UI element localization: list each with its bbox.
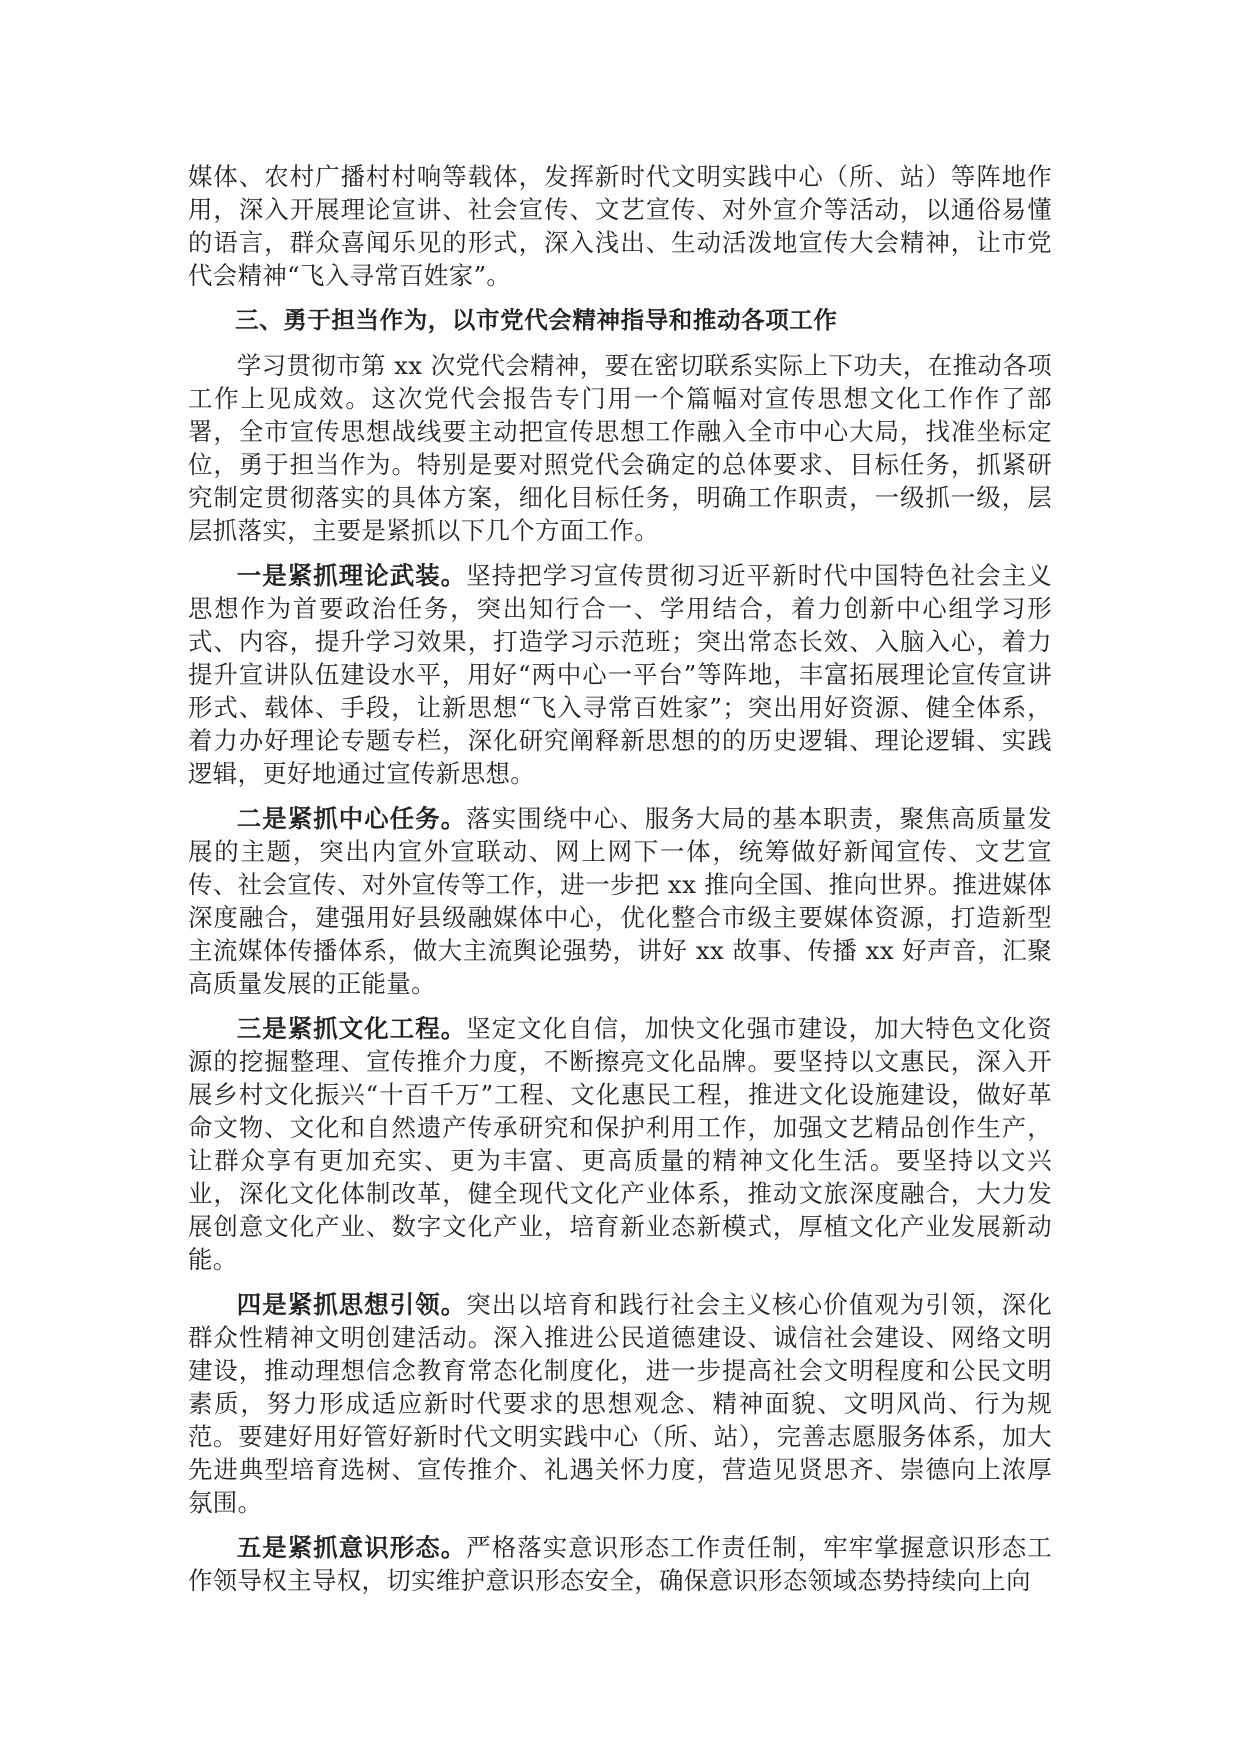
section-heading: 三、勇于担当作为，以市党代会精神指导和推动各项工作 [235, 306, 838, 334]
item-lead: 三是紧抓文化工程。 [236, 1014, 467, 1043]
item-paragraph-ideology-guidance [188, 1288, 1052, 1519]
item-text: 严格落实意识形态工作责任制，牢牢掌握意识形态工作领导权主导权，切实维护意识形态安全，确保意识形态领域态势持续向上向 [188, 1533, 1053, 1595]
item-lead: 四是紧抓思想引领。 [236, 1290, 467, 1319]
intro-paragraph: 媒体、农村广播村村响等载体，发挥新时代文明实践中心（所、站）等阵地作用，深入开展理论宣讲、社会宣传、文艺宣传、对外宣介等活动，以通俗易懂的语言，群众喜闻乐见的形式，深入浅出、生动活泼地宣传大会精神，让市党代会精神“飞入寻常百姓家”。 [188, 162, 1052, 290]
item-paragraph-central-task [188, 802, 1052, 1000]
item-lead: 五是紧抓意识形态。 [236, 1533, 467, 1562]
item-text: 坚定文化自信，加快文化强市建设，加大特色文化资源的挖掘整理、宣传推介力度，不断擦亮文化品牌。要坚持以文惠民，深入开展乡村文化振兴“十百千万”工程、文化惠民工程，推进文化设施建设，做好革命文物、文化和自然遗产传承研究和保护利用工作，加强文艺精品创作生产，让群众享有更加充实、更为丰富、更高质量的精神文化生活。要坚持以文兴业，深化文化体制改革，健全现代文化产业体系，推动文旅深度融合，大力发展创意文化产业、数字文化产业，培育新业态新模式，厚植文化产业发展新动能。 [188, 1014, 1053, 1274]
item-paragraph-ideology [188, 1531, 1052, 1597]
section-intro-paragraph: 学习贯彻市第 xx 次党代会精神，要在密切联系实际上下功夫，在推动各项工作上见成效。这次党代会报告专门用一个篇幅对宣传思想文化工作作了部署，全市宣传思想战线要主动把宣传思想工作融入全市中心大局，找准坐标定位，勇于担当作为。特别是要对照党代会确定的总体要求、目标任务，抓紧研究制定贯彻落实的具体方案，细化目标任务，明确工作职责，一级抓一级，层层抓落实，主要是紧抓以下几个方面工作。 [188, 351, 1052, 545]
item-paragraph-theory [188, 559, 1052, 790]
item-lead: 一是紧抓理论武装。 [236, 561, 467, 590]
item-text: 坚持把学习宣传贯彻习近平新时代中国特色社会主义思想作为首要政治任务，突出知行合一、学用结合，着力创新中心组学习形式、内容，提升学习效果，打造学习示范班；突出常态长效、入脑入心，着力提升宣讲队伍建设水平，用好“两中心一平台”等阵地，丰富拓展理论宣传宣讲形式、载体、手段，让新思想“飞入寻常百姓家”；突出用好资源、健全体系，着力办好理论专题专栏，深化研究阐释新思想的的历史逻辑、理论逻辑、实践逻辑，更好地通过宣传新思想。 [188, 561, 1053, 788]
item-text: 落实围绕中心、服务大局的基本职责，聚焦高质量发展的主题，突出内宣外宣联动、网上网下一体，统筹做好新闻宣传、文艺宣传、社会宣传、对外宣传等工作，进一步把 xx 推向全国、推向世界。推进媒体深度融合，建强用好县级融媒体中心，优化整合市级主要媒体资源，打造新型主流媒体传播体系，做大主流舆论强势，讲好 xx 故事、传播 xx 好声音，汇聚高质量发展的正能量。 [188, 804, 1053, 998]
item-text: 突出以培育和践行社会主义核心价值观为引领，深化群众性精神文明创建活动。深入推进公民道德建设、诚信社会建设、网络文明建设，推动理想信念教育常态化制度化，进一步提高社会文明程度和公民文明素质，努力形成适应新时代要求的思想观念、精神面貌、文明风尚、行为规范。要建好用好管好新时代文明实践中心（所、站），完善志愿服务体系，加大先进典型培育选树、宣传推介、礼遇关怀力度，营造见贤思齐、崇德向上浓厚氛围。 [188, 1290, 1053, 1517]
document-body [188, 160, 1052, 1609]
item-lead: 二是紧抓中心任务。 [236, 804, 467, 833]
item-paragraph-culture [188, 1012, 1052, 1276]
